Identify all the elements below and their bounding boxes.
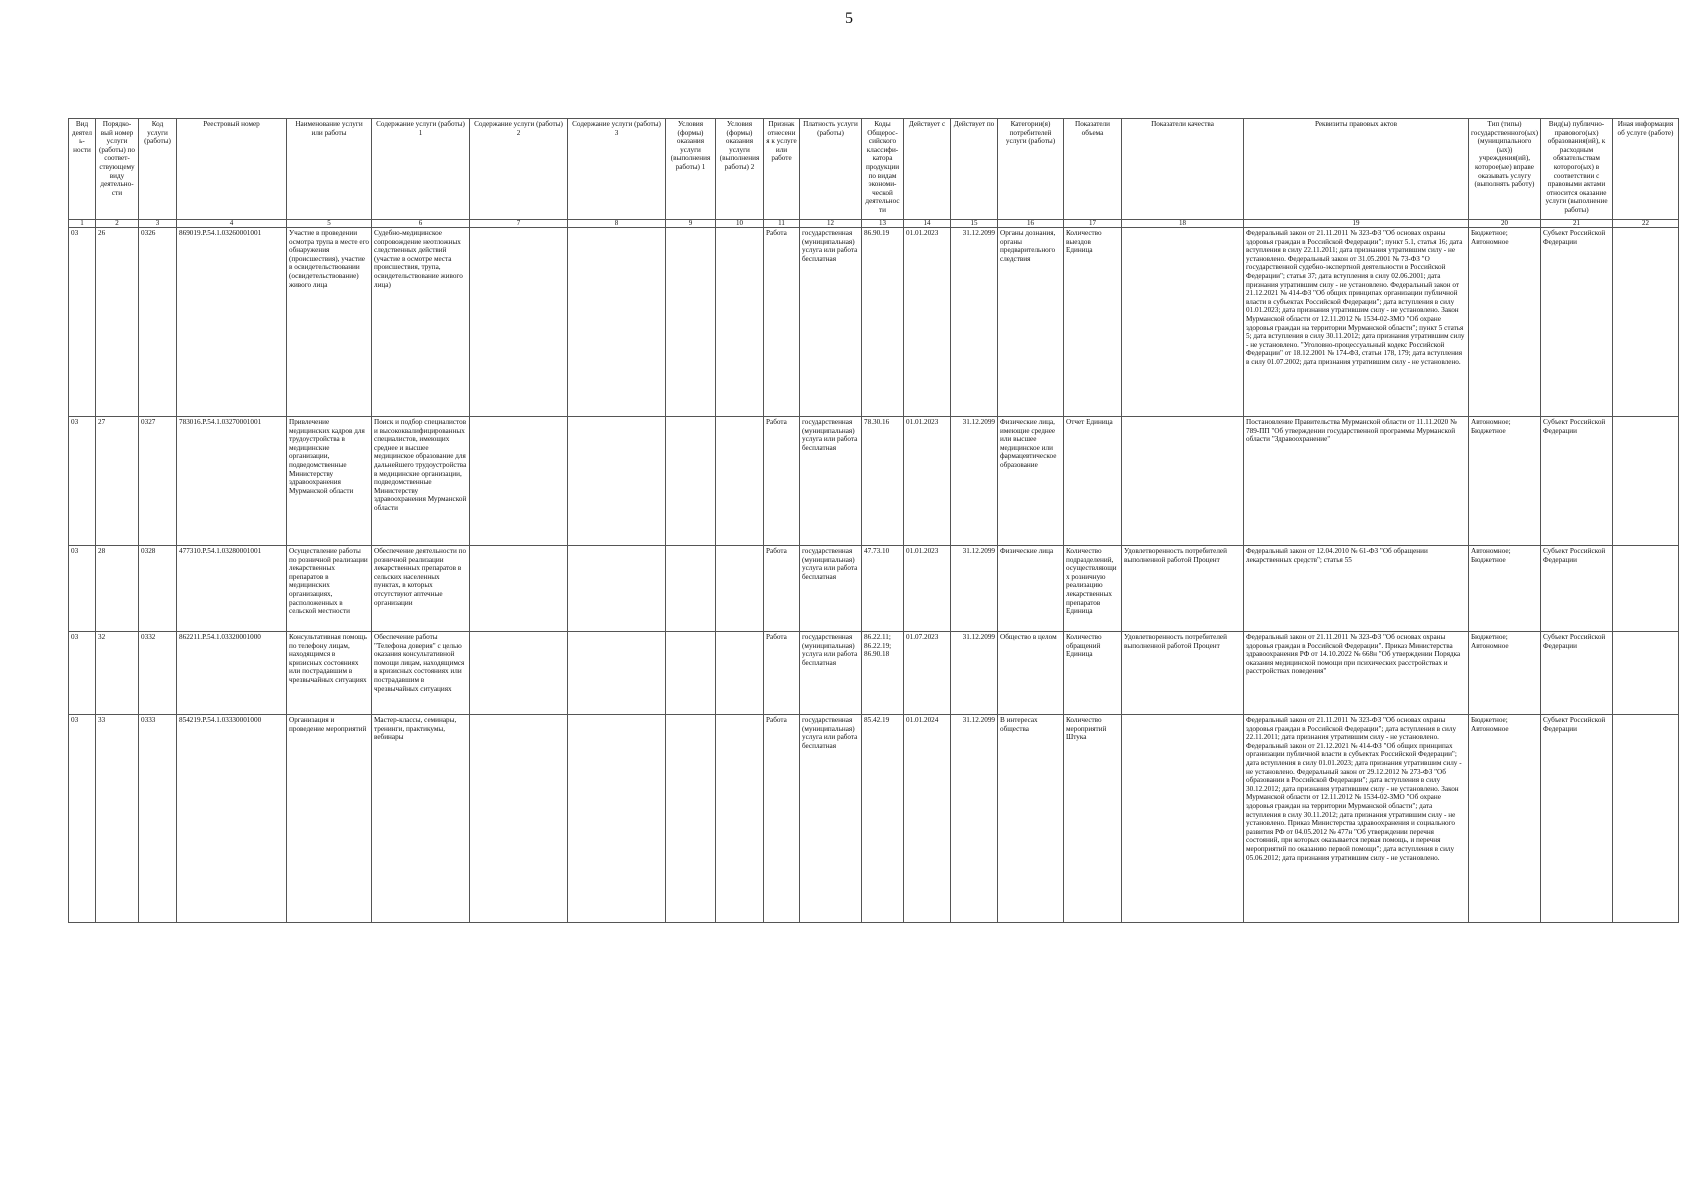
table-cell: государственная (муниципальная) услуга или работа бесплатная <box>800 715 862 923</box>
table-cell <box>470 417 568 546</box>
table-cell: Автономное; Бюджетное <box>1469 417 1541 546</box>
table-cell: 31.12.2099 <box>951 228 998 417</box>
column-number: 10 <box>716 220 764 228</box>
table-cell: 28 <box>96 546 139 632</box>
header-cell: Наименование услуги или работы <box>287 119 372 220</box>
table-cell <box>1122 715 1244 923</box>
table-cell <box>568 715 666 923</box>
column-number: 20 <box>1469 220 1541 228</box>
table-cell: Работа <box>764 715 800 923</box>
table-cell: государственная (муниципальная) услуга или работа бесплатная <box>800 632 862 715</box>
table-cell <box>568 546 666 632</box>
table-cell: Количество подразделений, осуществляющих розничную реализацию лекарственных препаратов Единица <box>1064 546 1122 632</box>
table-cell: Общество в целом <box>998 632 1064 715</box>
table-cell: 862211.Р.54.1.03320001000 <box>177 632 287 715</box>
table-cell <box>470 715 568 923</box>
table-cell: государственная (муниципальная) услуга или работа бесплатная <box>800 417 862 546</box>
column-number: 9 <box>666 220 716 228</box>
table-cell <box>1613 417 1679 546</box>
table-cell: 31.12.2099 <box>951 632 998 715</box>
table-cell: Физические лица <box>998 546 1064 632</box>
table-cell: 03 <box>69 546 96 632</box>
table-cell: Количество выездов Единица <box>1064 228 1122 417</box>
header-cell: Действует по <box>951 119 998 220</box>
table-cell: Работа <box>764 417 800 546</box>
table-cell: 869019.Р.54.1.03260001001 <box>177 228 287 417</box>
table-cell: Мастер-классы, семинары, тренинги, практикумы, вебинары <box>372 715 470 923</box>
table-cell: 78.30.16 <box>862 417 904 546</box>
column-number: 4 <box>177 220 287 228</box>
header-cell: Реестровый номер <box>177 119 287 220</box>
column-number: 3 <box>139 220 177 228</box>
table-cell: Федеральный закон от 21.11.2011 № 323-ФЗ "Об основах охраны здоровья граждан в Российской Федерации"; пункт 5.1, статья 16; дата вступления в силу 22.11.2011; дата признания утратившим силу - не установлено. Федеральный закон от 31.05.2001 № 73-ФЗ "О государственной судебно-экспертной деятельности в Российской Федерации"; статья 37; дата вступления в силу 02.06.2001; дата признания утратившим силу - не установлено. Федеральный закон от 21.12.2021 № 414-ФЗ "Об общих принципах организации публичной власти в субъектах Российской Федерации"; дата вступления в силу 01.01.2023; дата признания утратившим силу - не установлено. Закон Мурманской области от 12.11.2012 № 1534-02-ЗМО "Об охране здоровья граждан на территории Мурманской области"; пункт 5 статья 5; дата вступления в силу 30.11.2012; дата признания утратившим силу - не установлено. "Уголовно-процессуальный кодекс Российской Федерации" от 18.12.2001 № 174-ФЗ, статьи 178, 179; дата вступления в силу 01.07.2002; дата признания утратившим силу - не установлено. <box>1244 228 1469 417</box>
column-number: 12 <box>800 220 862 228</box>
table-cell: 32 <box>96 632 139 715</box>
table-cell: 86.90.19 <box>862 228 904 417</box>
table-row <box>69 715 1679 923</box>
table-cell: государственная (муниципальная) услуга или работа бесплатная <box>800 546 862 632</box>
header-cell: Коды Общерос-сийского классифи-катора продукции по видам экономи-ческой деятельности <box>862 119 904 220</box>
table-cell: Судебно-медицинское сопровождение неотложных следственных действий (участие в осмотре места происшествия, трупа, освидетельствование живого лица) <box>372 228 470 417</box>
table-cell <box>716 632 764 715</box>
table-cell: 03 <box>69 715 96 923</box>
table-cell <box>470 546 568 632</box>
header-cell: Условия (формы) оказания услуги (выполнения работы) 1 <box>666 119 716 220</box>
table-cell <box>470 228 568 417</box>
table-cell: 01.01.2024 <box>904 715 951 923</box>
header-cell: Показатели объема <box>1064 119 1122 220</box>
table-cell: 31.12.2099 <box>951 546 998 632</box>
header-cell: Содержание услуги (работы) 2 <box>470 119 568 220</box>
table-cell: Поиск и подбор специалистов и высококвалифицированных специалистов, имеющих среднее и высшее медицинское образование для дальнейшего трудоустройства в медицинские организации, подведомственные Министерству здравоохранения Мурманской области <box>372 417 470 546</box>
table-cell: Физические лица, имеющие среднее или высшее медицинское или фармацевтическое образование <box>998 417 1064 546</box>
table-cell <box>568 632 666 715</box>
column-number-row <box>69 220 1679 228</box>
table-cell: Консультативная помощь по телефону лицам, находящимся в кризисных состояниях или пострадавшим в чрезвычайных ситуациях <box>287 632 372 715</box>
table-cell: 01.07.2023 <box>904 632 951 715</box>
table-cell: Работа <box>764 546 800 632</box>
table-cell: 31.12.2099 <box>951 417 998 546</box>
page-number: 5 <box>845 10 853 27</box>
table-cell: Федеральный закон от 21.11.2011 № 323-ФЗ "Об основах охраны здоровья граждан в Российской Федерации"; дата вступления в силу 22.11.2011; дата признания утратившим силу - не установлено. Федеральный закон от 21.12.2021 № 414-ФЗ "Об общих принципах организации публичной власти в субъектах Российской Федерации"; дата вступления в силу 01.01.2023; дата признания утратившим силу - не установлено. Федеральный закон от 29.12.2012 № 273-ФЗ "Об образовании в Российской Федерации"; дата вступления в силу 30.12.2012; дата признания утратившим силу - не установлено. Закон Мурманской области от 12.11.2012 № 1534-02-ЗМО "Об охране здоровья граждан на территории Мурманской области"; дата вступления в силу 30.11.2012; дата признания утратившим силу - не установлено. Приказ Министерства здравоохранения и социального развития РФ от 04.05.2012 № 477н "Об утверждении перечня состояний, при которых оказывается первая помощь, и перечня мероприятий по оказанию первой помощи"; дата вступления в силу 05.06.2012; дата признания утратившим силу - не установлено. <box>1244 715 1469 923</box>
table-row <box>69 632 1679 715</box>
table-cell <box>716 417 764 546</box>
column-number: 6 <box>372 220 470 228</box>
table-cell: 47.73.10 <box>862 546 904 632</box>
header-cell: Действует с <box>904 119 951 220</box>
table-cell <box>666 632 716 715</box>
column-number: 14 <box>904 220 951 228</box>
column-number: 16 <box>998 220 1064 228</box>
table-cell: 477310.Р.54.1.03280001001 <box>177 546 287 632</box>
table-cell: Бюджетное; Автономное <box>1469 632 1541 715</box>
table-cell <box>1122 228 1244 417</box>
table-cell: 86.22.11; 86.22.19; 86.90.18 <box>862 632 904 715</box>
header-cell: Показатели качества <box>1122 119 1244 220</box>
services-registry-table <box>68 118 1679 923</box>
table-cell: Федеральный закон от 12.04.2010 № 61-ФЗ "Об обращении лекарственных средств"; статья 55 <box>1244 546 1469 632</box>
table-cell: 01.01.2023 <box>904 546 951 632</box>
column-number: 18 <box>1122 220 1244 228</box>
table-cell <box>568 417 666 546</box>
table-cell: Количество мероприятий Штука <box>1064 715 1122 923</box>
table-cell <box>666 417 716 546</box>
table-cell: Работа <box>764 228 800 417</box>
table-cell <box>1613 715 1679 923</box>
column-number: 8 <box>568 220 666 228</box>
header-cell: Иная информация об услуге (работе) <box>1613 119 1679 220</box>
column-number: 11 <box>764 220 800 228</box>
table-cell: 85.42.19 <box>862 715 904 923</box>
table-cell: Бюджетное; Автономное <box>1469 228 1541 417</box>
table-cell: Удовлетворенность потребителей выполненной работой Процент <box>1122 632 1244 715</box>
table-cell: Отчет Единица <box>1064 417 1122 546</box>
header-cell: Признак отнесения к услуге или работе <box>764 119 800 220</box>
table-cell: 03 <box>69 632 96 715</box>
table-cell: государственная (муниципальная) услуга или работа бесплатная <box>800 228 862 417</box>
table-cell: 0327 <box>139 417 177 546</box>
table-cell <box>716 546 764 632</box>
table-cell <box>470 632 568 715</box>
header-cell: Содержание услуги (работы) 3 <box>568 119 666 220</box>
table-cell: 783016.Р.54.1.03270001001 <box>177 417 287 546</box>
table-cell: 33 <box>96 715 139 923</box>
column-number: 15 <box>951 220 998 228</box>
column-number: 17 <box>1064 220 1122 228</box>
table-cell: Субъект Российской Федерации <box>1541 546 1613 632</box>
header-cell: Вид деятель-ности <box>69 119 96 220</box>
table-cell: Удовлетворенность потребителей выполненной работой Процент <box>1122 546 1244 632</box>
table-cell <box>1613 228 1679 417</box>
header-cell: Категории(я) потребителей услуги (работы) <box>998 119 1064 220</box>
table-cell <box>1122 417 1244 546</box>
table-cell: 26 <box>96 228 139 417</box>
header-cell: Содержание услуги (работы) 1 <box>372 119 470 220</box>
table-cell: 0333 <box>139 715 177 923</box>
header-cell: Реквизиты правовых актов <box>1244 119 1469 220</box>
column-number: 22 <box>1613 220 1679 228</box>
header-cell: Тип (типы) государственного(ых) (муниципального (ых)) учреждения(ий), которое(ые) вправе оказывать услугу (выполнять работу) <box>1469 119 1541 220</box>
table-cell: Постановление Правительства Мурманской области от 11.11.2020 № 789-ПП "Об утверждении государственной программы Мурманской области "Здравоохранение" <box>1244 417 1469 546</box>
table-cell: Субъект Российской Федерации <box>1541 417 1613 546</box>
table-row <box>69 546 1679 632</box>
table-cell: Осуществление работы по розничной реализации лекарственных препаратов в медицинских организациях, расположенных в сельской местности <box>287 546 372 632</box>
header-cell: Порядко-вый номер услуги (работы) по соответ-ствующему виду деятельно-сти <box>96 119 139 220</box>
table-cell: Субъект Российской Федерации <box>1541 715 1613 923</box>
table-cell: Субъект Российской Федерации <box>1541 228 1613 417</box>
table-cell: 03 <box>69 228 96 417</box>
column-number: 2 <box>96 220 139 228</box>
table-cell: Количество обращений Единица <box>1064 632 1122 715</box>
column-number: 7 <box>470 220 568 228</box>
table-cell: Участие в проведении осмотра трупа в месте его обнаружения (происшествия), участие в освидетельствовании (освидетельствование) живого лица <box>287 228 372 417</box>
table-cell <box>568 228 666 417</box>
table-cell: 31.12.2099 <box>951 715 998 923</box>
table-cell <box>716 228 764 417</box>
header-cell: Вид(ы) публично-правового(ых) образования(ий), к расходным обязательствам которого(ых) в соответствии с правовыми актами относится оказание услуги (выполнение работы) <box>1541 119 1613 220</box>
table-cell: 27 <box>96 417 139 546</box>
table-row <box>69 417 1679 546</box>
table-cell: 0326 <box>139 228 177 417</box>
header-cell: Условия (формы) оказания услуги (выполнения работы) 2 <box>716 119 764 220</box>
table-cell: Органы дознания, органы предварительного следствия <box>998 228 1064 417</box>
column-number: 13 <box>862 220 904 228</box>
table-cell: Федеральный закон от 21.11.2011 № 323-ФЗ "Об основах охраны здоровья граждан в Российской Федерации". Приказ Министерства здравоохранения РФ от 14.10.2022 № 668н "Об утверждении Порядка оказания медицинской помощи при психических расстройствах и расстройствах поведения" <box>1244 632 1469 715</box>
table-cell: Обеспечение работы "Телефона доверия" с целью оказания консультативной помощи лицам, находящимся в кризисных состояниях или пострадавшим в чрезвычайных ситуациях <box>372 632 470 715</box>
table-cell: Организация и проведение мероприятий <box>287 715 372 923</box>
table-cell <box>666 546 716 632</box>
table-cell: Автономное; Бюджетное <box>1469 546 1541 632</box>
table-row <box>69 228 1679 417</box>
column-number: 1 <box>69 220 96 228</box>
table-cell: 01.01.2023 <box>904 228 951 417</box>
table-cell: 854219.Р.54.1.03330001000 <box>177 715 287 923</box>
table-cell: Привлечение медицинских кадров для трудоустройства в медицинские организации, подведомственные Министерству здравоохранения Мурманской области <box>287 417 372 546</box>
table-cell <box>1613 632 1679 715</box>
column-number: 21 <box>1541 220 1613 228</box>
table-cell <box>1613 546 1679 632</box>
header-row <box>69 119 1679 220</box>
table-cell <box>666 715 716 923</box>
table-cell: 03 <box>69 417 96 546</box>
table-cell: 01.01.2023 <box>904 417 951 546</box>
header-cell: Платность услуги (работы) <box>800 119 862 220</box>
column-number: 5 <box>287 220 372 228</box>
table-cell: 0328 <box>139 546 177 632</box>
table-cell: Бюджетное; Автономное <box>1469 715 1541 923</box>
table-cell: 0332 <box>139 632 177 715</box>
header-cell: Код услуги (работы) <box>139 119 177 220</box>
table-cell <box>716 715 764 923</box>
table-cell: Работа <box>764 632 800 715</box>
table-cell: Субъект Российской Федерации <box>1541 632 1613 715</box>
column-number: 19 <box>1244 220 1469 228</box>
table-cell: В интересах общества <box>998 715 1064 923</box>
table-cell <box>666 228 716 417</box>
table-cell: Обеспечение деятельности по розничной реализации лекарственных препаратов в сельских населенных пунктах, в которых отсутствуют аптечные организации <box>372 546 470 632</box>
